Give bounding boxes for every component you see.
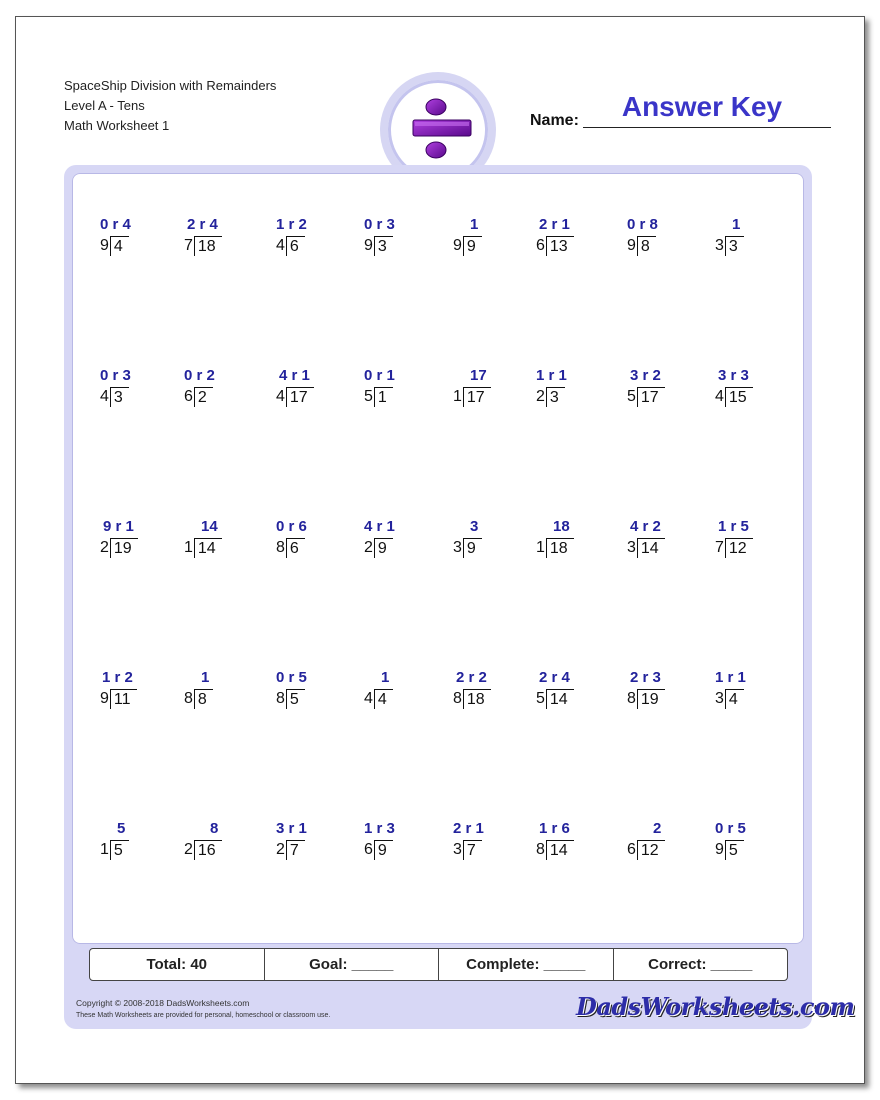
problem-area [72, 173, 804, 944]
copyright-text: Copyright © 2008-2018 DadsWorksheets.com [76, 998, 250, 1008]
divisor: 9 [715, 841, 724, 858]
long-division-bracket [536, 538, 574, 558]
dividend: 7 [286, 840, 305, 860]
dividend: 9 [463, 236, 482, 256]
divisor: 1 [184, 539, 193, 556]
quotient-answer: 2 r 4 [539, 669, 570, 686]
long-division-bracket [184, 538, 222, 558]
divisor: 3 [453, 841, 462, 858]
quotient-answer: 2 r 1 [539, 216, 570, 233]
dividend: 14 [546, 689, 574, 709]
quotient-answer: 1 [201, 669, 210, 686]
quotient-answer: 5 [117, 820, 126, 837]
dividend: 13 [546, 236, 574, 256]
divisor: 9 [627, 237, 636, 254]
quotient-answer: 1 r 1 [536, 367, 567, 384]
long-division-bracket [364, 387, 393, 407]
quotient-answer: 1 [381, 669, 390, 686]
divisor: 5 [364, 388, 373, 405]
divisor: 8 [453, 690, 462, 707]
dividend: 15 [725, 387, 753, 407]
long-division-bracket [453, 236, 482, 256]
long-division-bracket [184, 387, 213, 407]
divisor: 8 [536, 841, 545, 858]
divisor: 6 [184, 388, 193, 405]
divisor: 2 [536, 388, 545, 405]
long-division-bracket [276, 689, 305, 709]
divisor: 8 [184, 690, 193, 707]
score-bar [89, 948, 788, 981]
brand-logo: DadsWorksheets.com [576, 992, 855, 1021]
quotient-answer: 0 r 3 [100, 367, 131, 384]
divisor: 7 [715, 539, 724, 556]
divisor: 9 [364, 237, 373, 254]
divisor: 2 [100, 539, 109, 556]
quotient-answer: 1 r 1 [715, 669, 746, 686]
divisor: 6 [364, 841, 373, 858]
quotient-answer: 8 [210, 820, 219, 837]
dividend: 14 [637, 538, 665, 558]
divisor: 3 [453, 539, 462, 556]
dividend: 9 [374, 840, 393, 860]
quotient-answer: 0 r 6 [276, 518, 307, 535]
long-division-bracket [715, 840, 744, 860]
dividend: 18 [194, 236, 222, 256]
divisor: 5 [536, 690, 545, 707]
dividend: 19 [110, 538, 138, 558]
long-division-bracket [536, 236, 574, 256]
dividend: 18 [546, 538, 574, 558]
long-division-bracket [364, 538, 393, 558]
long-division-bracket [453, 387, 491, 407]
dividend: 8 [194, 689, 213, 709]
divisor: 7 [184, 237, 193, 254]
dividend: 17 [463, 387, 491, 407]
problem-frame [64, 165, 855, 1029]
quotient-answer: 1 r 2 [102, 669, 133, 686]
dividend: 19 [637, 689, 665, 709]
quotient-answer: 3 r 2 [630, 367, 661, 384]
quotient-answer: 4 r 1 [364, 518, 395, 535]
dividend: 12 [637, 840, 665, 860]
long-division-bracket [627, 840, 665, 860]
quotient-answer: 1 r 2 [276, 216, 307, 233]
long-division-bracket [100, 236, 129, 256]
divisor: 8 [627, 690, 636, 707]
long-division-bracket [100, 689, 137, 709]
divisor: 5 [627, 388, 636, 405]
long-division-bracket [364, 840, 393, 860]
long-division-bracket [627, 538, 665, 558]
divisor: 9 [100, 690, 109, 707]
divisor: 3 [715, 237, 724, 254]
long-division-bracket [364, 689, 393, 709]
quotient-answer: 2 r 1 [453, 820, 484, 837]
long-division-bracket [715, 236, 744, 256]
dividend: 14 [546, 840, 574, 860]
usage-notice: These Math Worksheets are provided for personal, homeschool or classroom use. [76, 1012, 331, 1019]
quotient-answer: 0 r 8 [627, 216, 658, 233]
quotient-answer: 0 r 3 [364, 216, 395, 233]
complete-stat: Complete: _____ [439, 949, 614, 980]
dividend: 4 [110, 236, 129, 256]
divisor: 4 [100, 388, 109, 405]
dividend: 6 [286, 538, 305, 558]
dividend: 3 [546, 387, 565, 407]
dividend: 1 [374, 387, 393, 407]
divisor: 2 [364, 539, 373, 556]
quotient-answer: 4 r 1 [279, 367, 310, 384]
quotient-answer: 1 [470, 216, 479, 233]
long-division-bracket [276, 538, 305, 558]
long-division-bracket [184, 689, 213, 709]
long-division-bracket [100, 538, 138, 558]
divisor: 4 [715, 388, 724, 405]
worksheet-level: Level A - Tens [64, 98, 145, 113]
dividend: 5 [110, 840, 129, 860]
quotient-answer: 1 [732, 216, 741, 233]
dividend: 3 [110, 387, 129, 407]
quotient-answer: 9 r 1 [103, 518, 134, 535]
divisor: 2 [276, 841, 285, 858]
quotient-answer: 3 r 3 [718, 367, 749, 384]
long-division-bracket [536, 689, 574, 709]
dividend: 17 [637, 387, 665, 407]
quotient-answer: 0 r 5 [276, 669, 307, 686]
worksheet-title: SpaceShip Division with Remainders [64, 78, 277, 93]
quotient-answer: 1 r 6 [539, 820, 570, 837]
dividend: 7 [463, 840, 482, 860]
long-division-bracket [276, 840, 305, 860]
quotient-answer: 2 r 3 [630, 669, 661, 686]
dividend: 17 [286, 387, 314, 407]
quotient-answer: 3 r 1 [276, 820, 307, 837]
long-division-bracket [536, 387, 565, 407]
dividend: 8 [637, 236, 656, 256]
dividend: 5 [286, 689, 305, 709]
divisor: 1 [536, 539, 545, 556]
divisor: 4 [276, 237, 285, 254]
dividend: 5 [725, 840, 744, 860]
dividend: 11 [110, 689, 137, 709]
divisor: 1 [453, 388, 462, 405]
dividend: 4 [725, 689, 744, 709]
long-division-bracket [627, 689, 665, 709]
divisor: 9 [100, 237, 109, 254]
dividend: 9 [374, 538, 393, 558]
divisor: 6 [536, 237, 545, 254]
divisor: 4 [364, 690, 373, 707]
quotient-answer: 0 r 2 [184, 367, 215, 384]
long-division-bracket [453, 689, 491, 709]
dividend: 4 [374, 689, 393, 709]
quotient-answer: 17 [470, 367, 487, 384]
long-division-bracket [100, 387, 129, 407]
quotient-answer: 1 r 3 [364, 820, 395, 837]
long-division-bracket [453, 538, 482, 558]
dividend: 2 [194, 387, 213, 407]
long-division-bracket [536, 840, 574, 860]
divisor: 8 [276, 539, 285, 556]
goal-stat: Goal: _____ [265, 949, 440, 980]
quotient-answer: 2 r 4 [187, 216, 218, 233]
divisor: 1 [100, 841, 109, 858]
dividend: 9 [463, 538, 482, 558]
dividend: 14 [194, 538, 222, 558]
long-division-bracket [100, 840, 129, 860]
divisor: 3 [627, 539, 636, 556]
long-division-bracket [715, 387, 753, 407]
dividend: 3 [374, 236, 393, 256]
divisor: 9 [453, 237, 462, 254]
long-division-bracket [184, 840, 222, 860]
long-division-bracket [364, 236, 393, 256]
dividend: 3 [725, 236, 744, 256]
long-division-bracket [715, 689, 744, 709]
long-division-bracket [715, 538, 753, 558]
quotient-answer: 14 [201, 518, 218, 535]
dividend: 12 [725, 538, 753, 558]
divisor: 6 [627, 841, 636, 858]
correct-stat: Correct: _____ [648, 956, 753, 973]
answer-key-text: Answer Key [621, 91, 783, 122]
quotient-answer: 0 r 5 [715, 820, 746, 837]
dividend: 16 [194, 840, 222, 860]
divisor: 3 [715, 690, 724, 707]
divisor: 4 [276, 388, 285, 405]
name-label: Name: [530, 112, 579, 129]
long-division-bracket [453, 840, 482, 860]
long-division-bracket [276, 236, 305, 256]
dividend: 6 [286, 236, 305, 256]
divisor: 8 [276, 690, 285, 707]
quotient-answer: 2 [653, 820, 662, 837]
quotient-answer: 0 r 4 [100, 216, 131, 233]
long-division-bracket [276, 387, 314, 407]
quotient-answer: 4 r 2 [630, 518, 661, 535]
divisor: 2 [184, 841, 193, 858]
long-division-bracket [184, 236, 222, 256]
quotient-answer: 1 r 5 [718, 518, 749, 535]
dividend: 18 [463, 689, 491, 709]
quotient-answer: 2 r 2 [456, 669, 487, 686]
quotient-answer: 0 r 1 [364, 367, 395, 384]
quotient-answer: 18 [553, 518, 570, 535]
quotient-answer: 3 [470, 518, 479, 535]
long-division-bracket [627, 236, 656, 256]
long-division-bracket [627, 387, 665, 407]
worksheet-subtitle: Math Worksheet 1 [64, 118, 170, 133]
name-field-line [583, 127, 831, 128]
total-stat: Total: 40 [90, 949, 265, 980]
